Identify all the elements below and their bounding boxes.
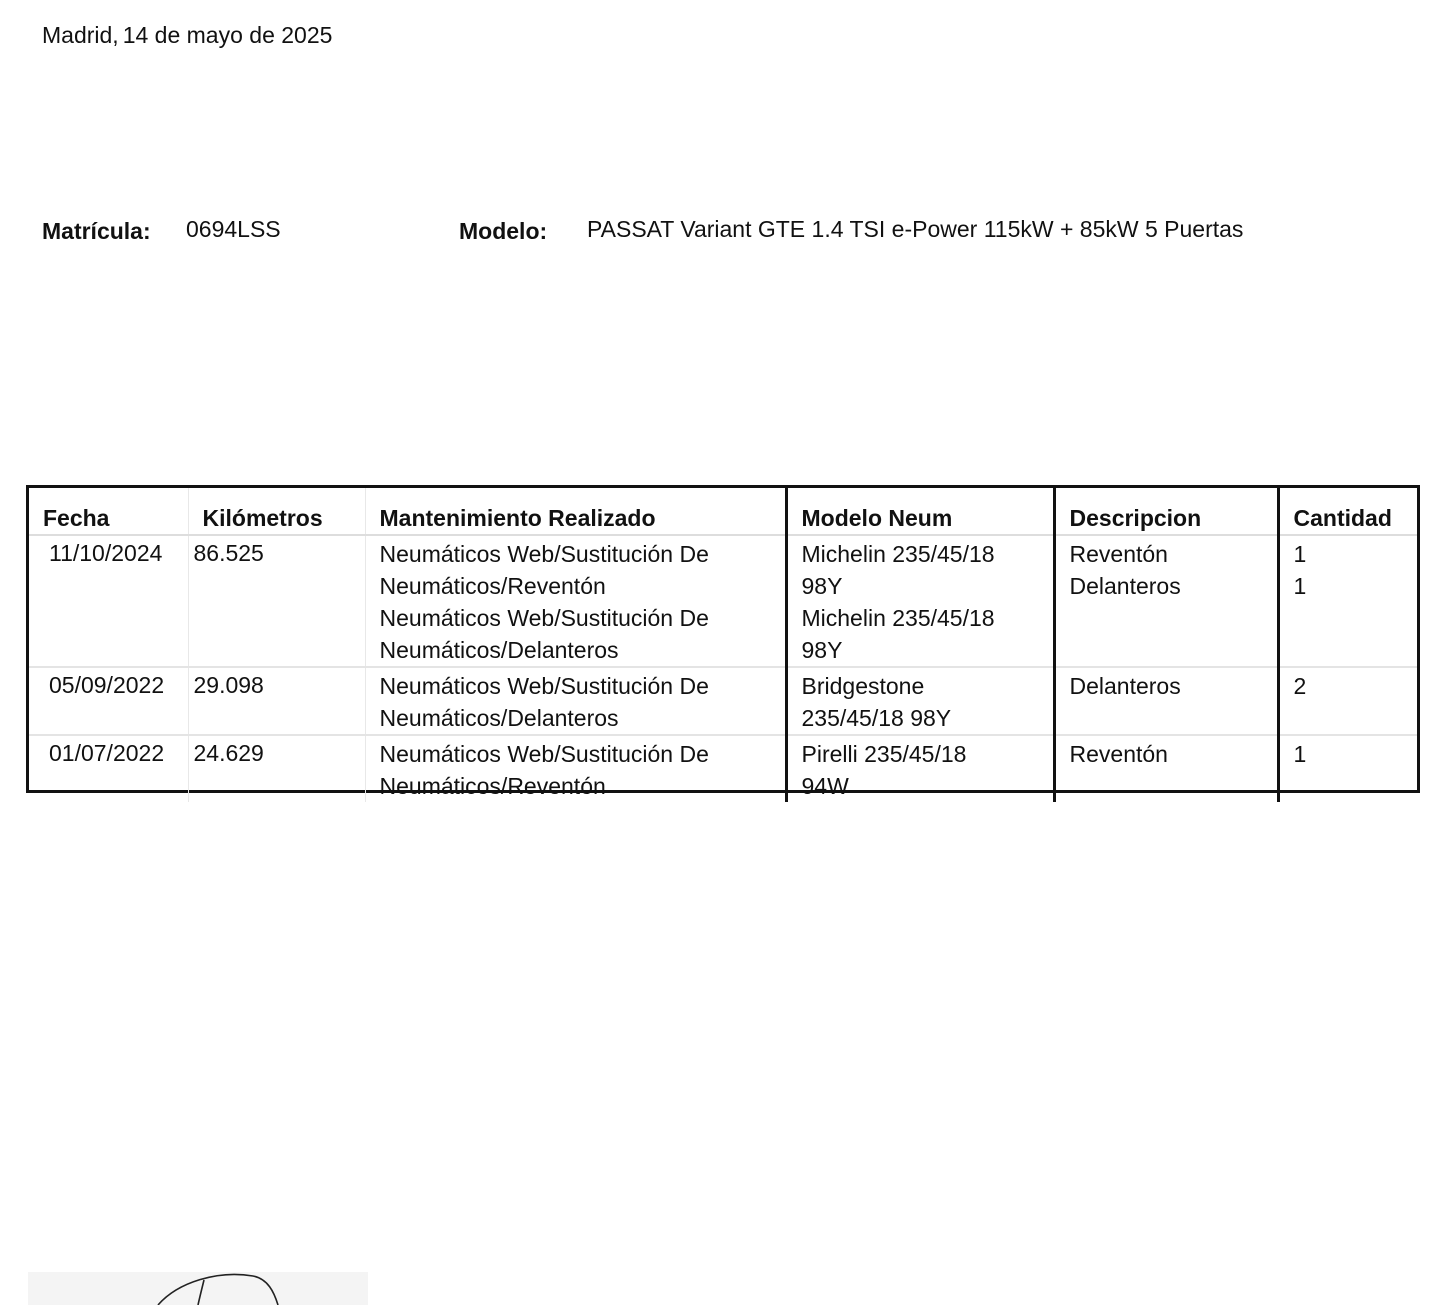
table-row bbox=[29, 535, 1417, 667]
cell-cantidad bbox=[1278, 735, 1417, 802]
signature-stroke bbox=[28, 1272, 368, 1305]
cell-line: Bridgestone bbox=[801, 673, 925, 699]
table-header-row bbox=[29, 488, 1417, 535]
cell-line: 98Y bbox=[801, 637, 843, 663]
cell-descripcion bbox=[1054, 735, 1278, 802]
cell-line: 235/45/18 98Y bbox=[801, 705, 952, 731]
table-row bbox=[29, 667, 1417, 735]
cell-line: Neumáticos Web/Sustitución De bbox=[379, 541, 709, 567]
cell-line: Delanteros bbox=[1069, 573, 1181, 599]
cell-line: Michelin 235/45/18 bbox=[801, 605, 995, 631]
cell-fecha: 11/10/2024 bbox=[29, 535, 188, 667]
cell-line: 1 bbox=[1293, 741, 1307, 767]
column-header-kilometros: Kilómetros bbox=[188, 488, 365, 535]
cell-descripcion bbox=[1054, 535, 1278, 667]
cell-kilometros: 29.098 bbox=[188, 667, 365, 735]
signature-image bbox=[28, 1272, 368, 1305]
cell-line: Neumáticos/Delanteros bbox=[379, 637, 619, 663]
cell-line: Delanteros bbox=[1069, 673, 1181, 699]
cell-modelo-neum bbox=[786, 535, 1054, 667]
model-value: PASSAT Variant GTE 1.4 TSI e-Power 115kW + 85kW 5 Puertas bbox=[587, 216, 1244, 242]
cell-line: Neumáticos Web/Sustitución De bbox=[379, 605, 709, 631]
cell-modelo-neum bbox=[786, 735, 1054, 802]
column-header-fecha: Fecha bbox=[29, 488, 188, 535]
cell-line: Neumáticos/Reventón bbox=[379, 773, 606, 799]
cell-line: 1 bbox=[1293, 573, 1307, 599]
column-header-cantidad: Cantidad bbox=[1278, 488, 1417, 535]
plate-value: 0694LSS bbox=[186, 216, 281, 242]
cell-modelo-neum bbox=[786, 667, 1054, 735]
cell-line: Reventón bbox=[1069, 541, 1168, 567]
table-row bbox=[29, 735, 1417, 802]
cell-line: Neumáticos/Reventón bbox=[379, 573, 606, 599]
maintenance-table bbox=[29, 488, 1417, 802]
plate-label: Matrícula: bbox=[42, 218, 151, 244]
column-header-modelo-neum: Modelo Neum bbox=[786, 488, 1054, 535]
cell-cantidad bbox=[1278, 667, 1417, 735]
cell-line: 2 bbox=[1293, 673, 1307, 699]
cell-line: Michelin 235/45/18 bbox=[801, 541, 995, 567]
cell-line: Neumáticos Web/Sustitución De bbox=[379, 673, 709, 699]
cell-fecha: 01/07/2022 bbox=[49, 740, 165, 766]
cell-cantidad bbox=[1278, 535, 1417, 667]
cell-kilometros: 24.629 bbox=[188, 735, 365, 802]
vehicle-info bbox=[0, 212, 1440, 252]
cell-line: 98Y bbox=[801, 573, 843, 599]
cell-mantenimiento bbox=[365, 667, 786, 735]
cell-line: Neumáticos/Delanteros bbox=[379, 705, 619, 731]
document-place: Madrid, bbox=[42, 22, 119, 48]
document-date: 14 de mayo de 2025 bbox=[122, 22, 333, 48]
cell-line: Reventón bbox=[1069, 741, 1168, 767]
cell-descripcion bbox=[1054, 667, 1278, 735]
cell-mantenimiento bbox=[365, 735, 786, 802]
cell-kilometros: 86.525 bbox=[188, 535, 365, 667]
column-header-mantenimiento: Mantenimiento Realizado bbox=[365, 488, 786, 535]
model-label: Modelo: bbox=[459, 218, 548, 244]
maintenance-table-frame bbox=[26, 485, 1420, 799]
cell-line: 1 bbox=[1293, 541, 1307, 567]
cell-line: Neumáticos Web/Sustitución De bbox=[379, 741, 709, 767]
cell-fecha: 05/09/2022 bbox=[29, 667, 188, 735]
document-date-line bbox=[42, 22, 332, 49]
cell-line: Pirelli 235/45/18 bbox=[801, 741, 967, 767]
cell-line: 94W bbox=[801, 773, 849, 799]
column-header-descripcion: Descripcion bbox=[1054, 488, 1278, 535]
cell-mantenimiento bbox=[365, 535, 786, 667]
